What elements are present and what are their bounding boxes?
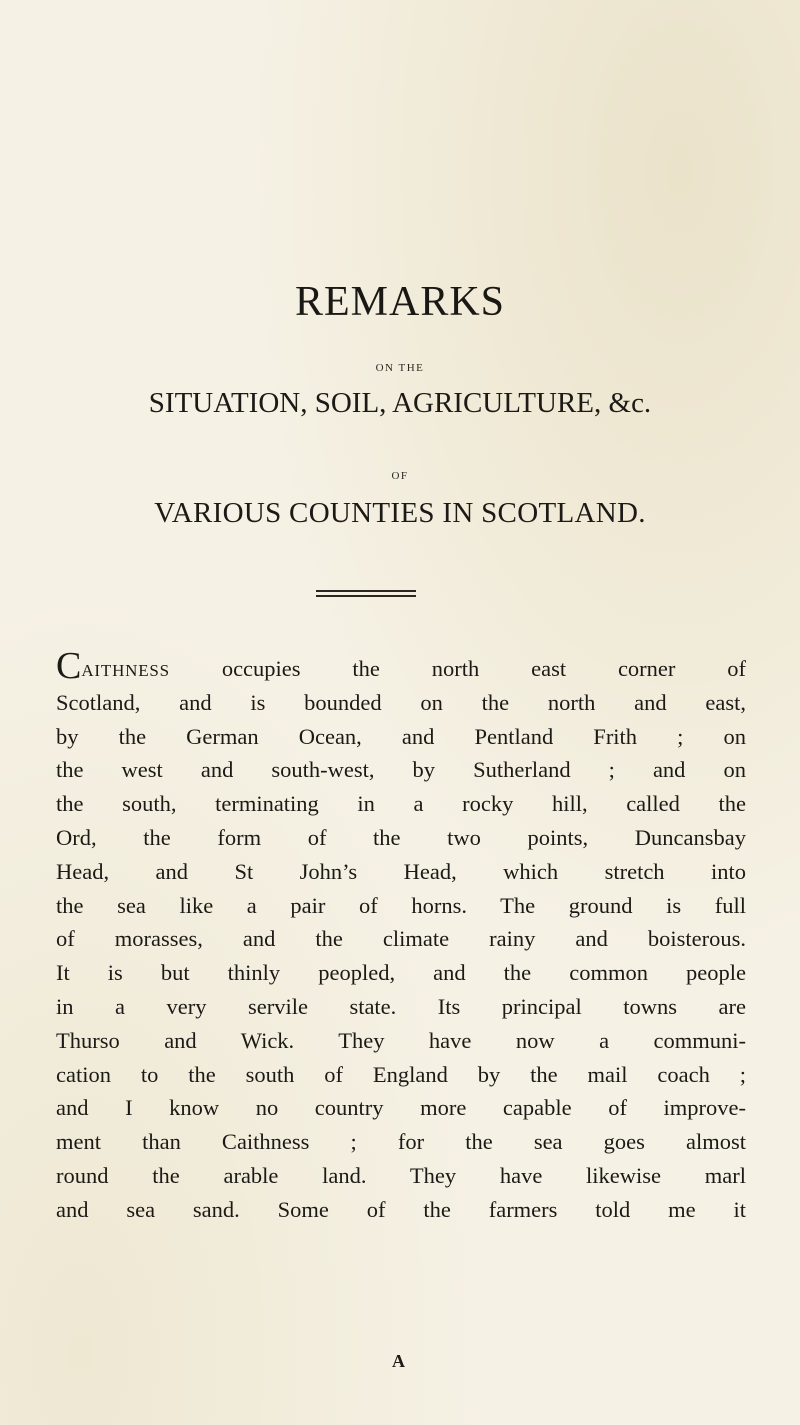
divider-rule-bottom bbox=[316, 595, 416, 597]
subtitle-line-2: VARIOUS COUNTIES IN SCOTLAND. bbox=[154, 497, 646, 529]
body-line: Ord, the form of the two points, Duncansbay bbox=[56, 824, 746, 850]
body-line: Thurso and Wick. They have now a communi- bbox=[56, 1027, 746, 1053]
body-line: ment than Caithness ; for the sea goes almost bbox=[56, 1129, 746, 1155]
body-line: Scotland, and is bounded on the north and east, bbox=[56, 689, 746, 715]
body-line: round the arable land. They have likewise marl bbox=[56, 1162, 746, 1188]
body-line: the south, terminating in a rocky hill, called the bbox=[56, 791, 746, 817]
body-line: Head, and St John’s Head, which stretch into bbox=[56, 858, 746, 884]
first-line-rest: occupies the north east corner of bbox=[221, 656, 747, 681]
body-line: It is but thinly peopled, and the common people bbox=[56, 960, 746, 986]
subtitle-line-1: SITUATION, SOIL, AGRICULTURE, &c. bbox=[148, 387, 652, 419]
body-line: and I know no country more capable of improve- bbox=[56, 1095, 746, 1121]
signature-mark: A bbox=[392, 1351, 405, 1371]
on-the-label: ON THE bbox=[375, 362, 425, 374]
body-line: the west and south-west, by Sutherland ; and on bbox=[56, 757, 746, 783]
body-line: by the German Ocean, and Pentland Frith ; on bbox=[56, 723, 746, 749]
body-line: and sea sand. Some of the farmers told me it bbox=[56, 1196, 746, 1222]
divider-rule-top bbox=[316, 590, 416, 592]
body-line: of morasses, and the climate rainy and boisterous. bbox=[56, 926, 746, 952]
page-title: REMARKS bbox=[294, 279, 506, 325]
of-label: OF bbox=[391, 470, 409, 482]
first-word-small-caps: AITHNESS bbox=[81, 661, 170, 680]
drop-cap: C bbox=[56, 645, 82, 687]
body-paragraph bbox=[56, 645, 747, 1227]
body-line: the sea like a pair of horns. The ground is full bbox=[56, 892, 746, 918]
body-line: cation to the south of England by the mail coach ; bbox=[56, 1061, 746, 1087]
body-line: in a very servile state. Its principal towns are bbox=[56, 993, 746, 1019]
body-line-1 bbox=[56, 645, 747, 687]
